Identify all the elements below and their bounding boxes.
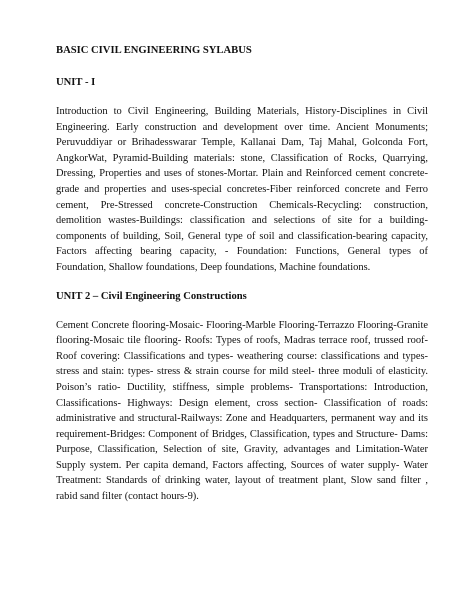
page-content (56, 44, 428, 505)
unit-2-body: Cement Concrete flooring-Mosaic- Flooring-Marble Flooring-Terrazzo Flooring-Granite flooring-Mosaic tile flooring- Roofs: Types of roofs, Madras terrace roof, trussed roof- Roof covering: Classifications and types- weathering course: classifications and types- stress and stain: types- stress & strain course for mild steel- three moduli of elasticity. Poison’s ratio- Ductility, stiffness, simple problems- Transportations: Introduction, Classifications- Highways: Design element, cross section- Classification of roads: administrative and structural-Railways: Zone and Headquarters, permanent way and its requirement-Bridges: Component of Bridges, Classification, types and Structure- Dams: Purpose, Classification, Selection of site, Gravity, advantages and Limitation-Water Supply system. Per capita demand, Factors affecting, Sources of water supply- Water Treatment: Standards of drinking water, layout of treatment plant, Slow sand filter , rabid sand filter (contact hours-9). (56, 319, 428, 503)
unit-1-heading: UNIT - I (56, 77, 96, 88)
unit-2-heading: UNIT 2 – Civil Engineering Constructions (56, 290, 247, 302)
unit-1-body: Introduction to Civil Engineering, Building Materials, History-Disciplines in Civil Engineering. Early construction and development over time. Ancient Monuments; Peruvuddiyar or Brihadesswarar Temple, Kallanai Dam, Taj Mahal, Golconda Fort, AngkorWat, Pyramid-Building materials: stone, Classification of Rocks, Quarrying, Dressing, Properties and uses of stones-Mortar. Plain and Reinforced cement concrete-grade and properties and uses-special concretes-Fiber reinforced concrete and Ferro cement, Pre-Stressed concrete-Construction Chemicals-Recycling: construction, demolition wastes-Buildings: classification and selections of site for a building-components of building, Soil, General type of soil and classification-bearing capacity, Factors affecting bearing capacity, - Foundation: Functions, General types of Foundation, Shallow foundations, Deep foundations, Machine foundations. (56, 106, 428, 273)
document-title: BASIC CIVIL ENGINEERING SYLABUS (56, 45, 252, 56)
